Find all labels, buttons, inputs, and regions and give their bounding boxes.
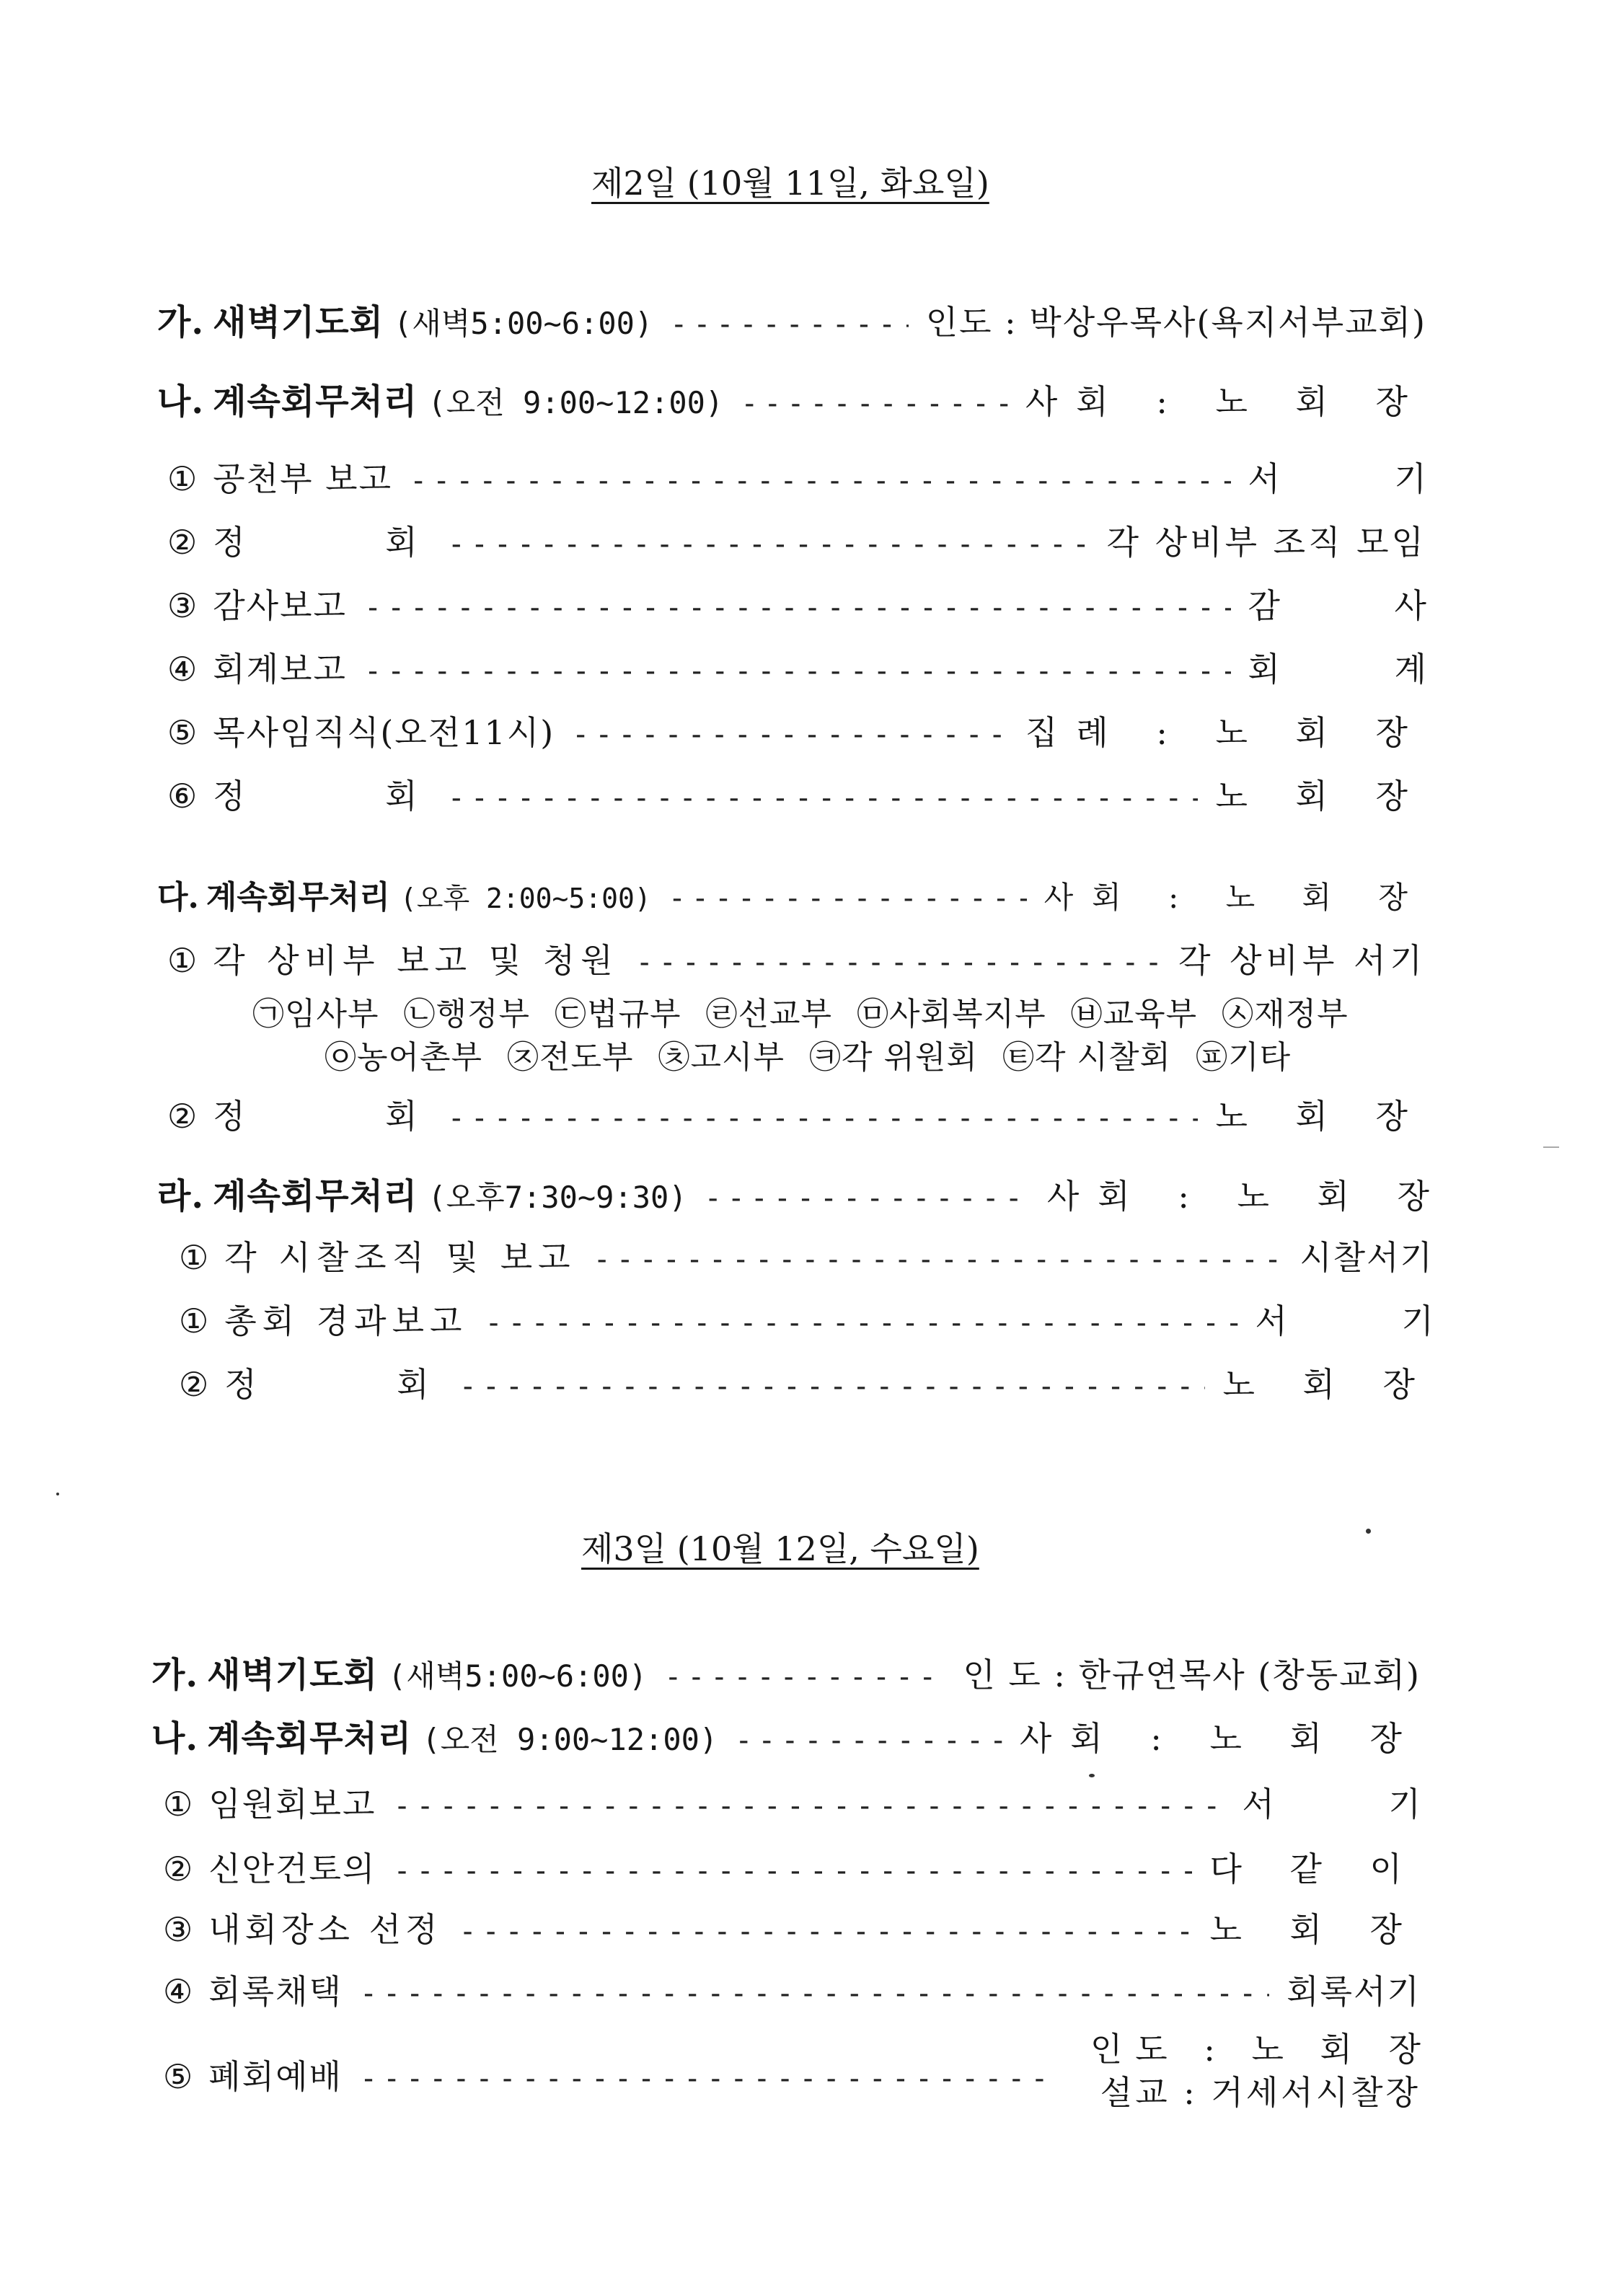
day2-session-evening: 라. 계속회무처리 (오후7:30~9:30) ----- 사회 : 노 회 장 — [157, 1168, 1448, 1211]
day3-morning-item: ② 신안건토의 ----- 다 같 이 — [163, 1843, 1421, 1886]
day3-dawn-prayer: 가. 새벽기도회 (새벽5:00~6:00) ----- 인 도 : 한규연목사 (창동교회) — [151, 1647, 1421, 1690]
day2-morning-item: ② 정 회 ----- 각 상비부 조직 모임 — [167, 516, 1426, 560]
day2-morning-item: ④ 회계보고 ----- 회 계 — [167, 643, 1426, 686]
day2-evening-item: ① 각 시찰조직 및 보고 ----- 시찰서기 — [179, 1232, 1434, 1275]
scan-speck — [1366, 1529, 1371, 1534]
department-list-line1: ㉠임사부 ㉡행정부 ㉢법규부 ㉣선교부 ㉤사회복지부 ㉥교육부 ㉦재정부 — [252, 996, 1349, 1033]
day2-evening-item: ② 정 회 ----- 노 회 장 — [179, 1358, 1434, 1402]
day2-evening-item: ① 총회 경과보고 ----- 서 기 — [179, 1295, 1434, 1338]
day2-dawn-prayer: 가. 새벽기도회 (새벽5:00~6:00) ----- 인도 : 박상우목사(욕지서부교회) — [157, 294, 1426, 337]
scan-speck — [1543, 1146, 1559, 1148]
leader-dashes — [670, 308, 908, 341]
day2-session-afternoon: 다. 계속회무처리 (오후 2:00~5:00) ----- 사회 : 노 회 장 — [157, 871, 1426, 914]
leader-dashes — [741, 387, 1008, 420]
day3-title: 제3일 (10월 12일, 수요일) — [581, 1529, 979, 1568]
day2-afternoon-item: ② 정 회 ----- 노 회 장 — [167, 1090, 1426, 1133]
day2-morning-item: ⑤ 목사임직식(오전11시) ----- 집례 : 노 회 장 — [167, 707, 1426, 750]
day2-session-morning: 나. 계속회무처리 (오전 9:00~12:00) ----- 사회 : 노 회 장 — [157, 374, 1426, 417]
day2-title: 제2일 (10월 11일, 화요일) — [591, 164, 989, 203]
scan-speck — [1089, 1774, 1095, 1777]
day3-morning-item: ⑤ 폐회예배 ----- — [163, 2051, 1064, 2094]
department-list-line2: ㉧농어촌부 ㉨전도부 ㉩고시부 ㉪각 위원회 ㉫각 시찰회 ㉬기타 — [325, 1039, 1292, 1076]
day2-morning-item: ⑥ 정 회 ----- 노 회 장 — [167, 770, 1426, 813]
day3-morning-item: ① 임원회보고 ----- 서 기 — [163, 1778, 1421, 1821]
day2-morning-item: ① 공천부 보고 ----- 서 기 — [167, 453, 1426, 496]
day2-afternoon-item: ① 각 상비부 보고 및 청원 ----- 각 상비부 서기 — [167, 934, 1426, 978]
scan-speck — [56, 1493, 59, 1495]
day2-morning-item: ③ 감사보고 ----- 감 사 — [167, 580, 1426, 623]
day3-session-morning: 나. 계속회무처리 (오전 9:00~12:00) ----- 사회 : 노 회 장 — [151, 1710, 1421, 1754]
closing-worship-roles: 인도 : 노 회 장 설교 : 거세서시찰장 — [1090, 2030, 1434, 2112]
day3-morning-item: ③ 내회장소 선정 ----- 노 회 장 — [163, 1904, 1421, 1947]
day3-morning-item: ④ 회록채택 ----- 회록서기 — [163, 1966, 1421, 2009]
